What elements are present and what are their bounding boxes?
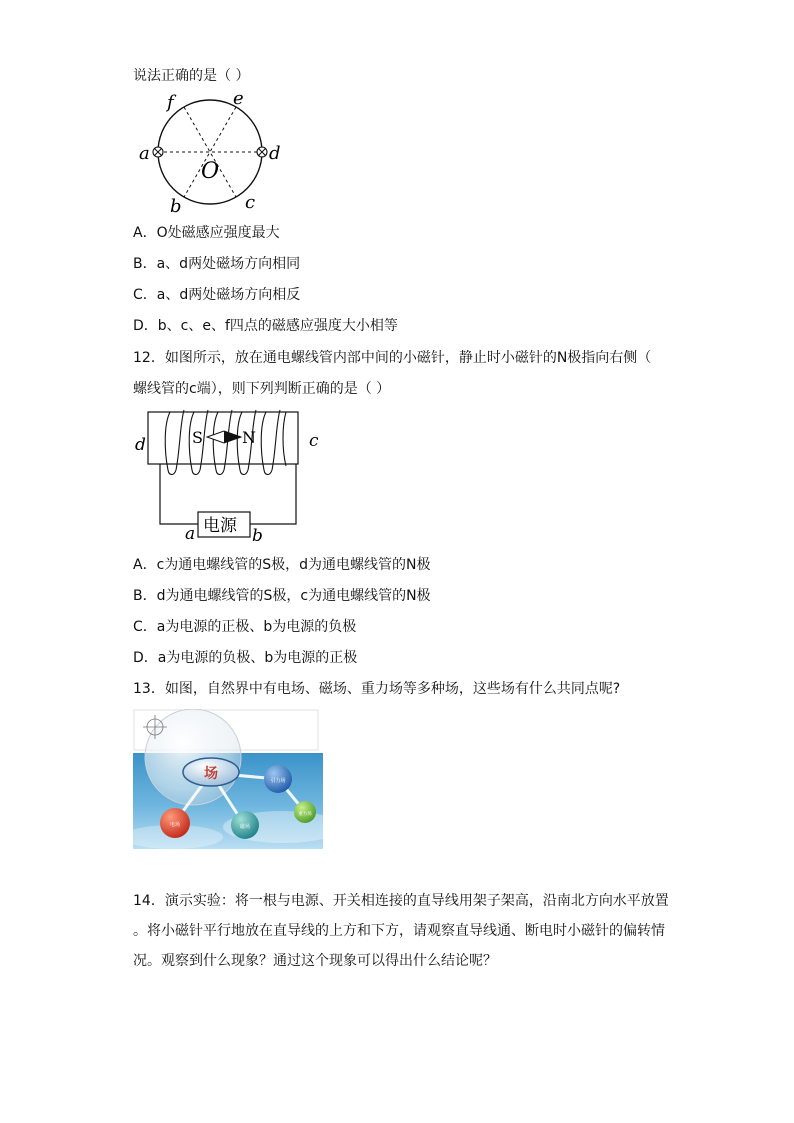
gravity-node-label: 重力场	[298, 812, 312, 817]
electric-node-label: 电场	[169, 822, 181, 828]
q13-fields-picture	[133, 709, 323, 849]
q12-option-d: D．a为电源的负极、b为电源的正极	[133, 650, 358, 666]
current-into-page-symbol-a	[153, 147, 163, 157]
q12-option-c: C．a为电源的正极、b为电源的负极	[133, 619, 357, 635]
q11-option-c: C．a、d两处磁场方向相反	[133, 287, 301, 303]
magnetic-node-label: 磁场	[239, 824, 251, 830]
q13-stem: 13．如图，自然界中有电场、磁场、重力场等多种场，这些场有什么共同点呢?	[133, 681, 621, 697]
label-a-source: a	[185, 524, 196, 544]
q11-stem: 说法正确的是（ ）	[133, 68, 250, 84]
q11-option-b: B．a、d两处磁场方向相同	[133, 256, 301, 272]
label-e: e	[233, 88, 244, 109]
q14-line1: 14．演示实验：将一根与电源、开关相连接的直导线用架子架高，沿南北方向水平放置	[133, 893, 669, 909]
label-o: O	[201, 159, 220, 184]
label-f: f	[167, 92, 174, 113]
current-into-page-symbol-d	[257, 147, 267, 157]
q12-stem-line1: 12．如图所示，放在通电螺线管内部中间的小磁针，静止时小磁针的N极指向右侧（	[133, 350, 652, 366]
q14-line2: 。将小磁针平行地放在直导线的上方和下方，请观察直导线通、断电时小磁针的偏转情	[133, 923, 665, 939]
q11-option-a: A．O处磁感应强度最大	[133, 225, 280, 241]
q12-option-b: B．d为通电螺线管的S极，c为通电螺线管的N极	[133, 588, 431, 604]
label-n: N	[242, 428, 256, 447]
label-b-source: b	[252, 526, 263, 544]
gravitation-node-label: 引力场	[270, 778, 286, 784]
label-d: d	[269, 143, 281, 164]
label-c: c	[245, 192, 256, 213]
power-source-label: 电源	[203, 516, 237, 536]
q11-circle-figure	[135, 88, 295, 218]
label-a: a	[139, 143, 150, 164]
label-d-solenoid: d	[135, 435, 146, 455]
q12-solenoid-figure	[132, 404, 332, 544]
center-node-label: 场	[204, 766, 218, 782]
q12-stem-line2: 螺线管的c端），则下列判断正确的是（ ）	[133, 381, 391, 397]
q12-option-a: A．c为通电螺线管的S极，d为通电螺线管的N极	[133, 557, 431, 573]
label-s: S	[192, 428, 203, 447]
label-b: b	[170, 196, 182, 217]
q11-option-d: D．b、c、e、f四点的磁感应强度大小相等	[133, 318, 398, 334]
label-c-solenoid: c	[309, 431, 319, 451]
q14-line3: 况。观察到什么现象？通过这个现象可以得出什么结论呢？	[133, 953, 497, 969]
